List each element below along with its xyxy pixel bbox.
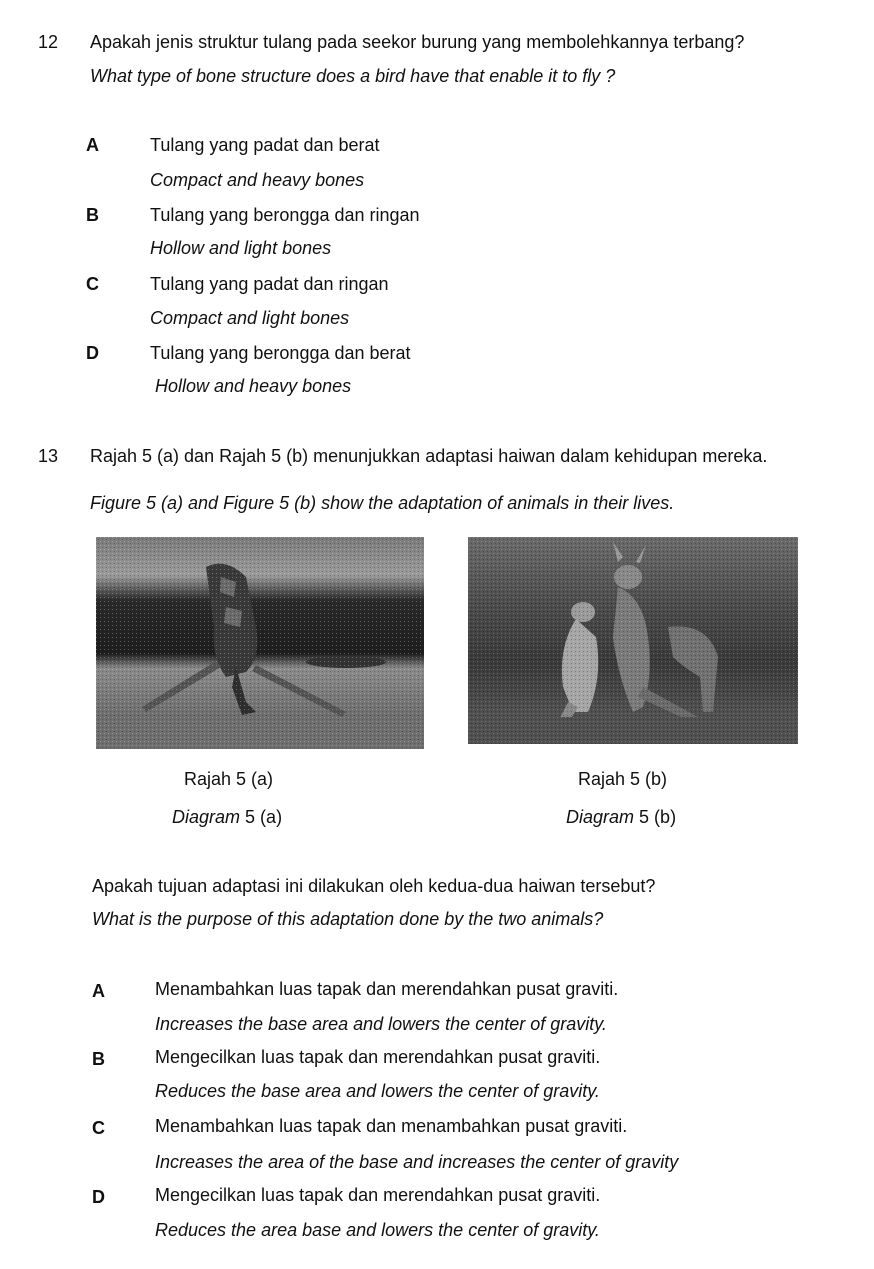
figure-5a-caption-en: Diagram 5 (a) (172, 807, 283, 827)
question-13-intro-en: Figure 5 (a) and Figure 5 (b) show the adaptation of animals in their lives. (90, 493, 675, 513)
option-text-en: Compact and light bones (150, 308, 350, 328)
figure-5b-caption-ms: Rajah 5 (b) (578, 769, 668, 789)
question-13-intro-ms: Rajah 5 (a) dan Rajah 5 (b) menunjukkan adaptasi haiwan dalam kehidupan mereka. (90, 446, 768, 466)
option-text-ms: Mengecilkan luas tapak dan merendahkan pusat graviti. (155, 1047, 601, 1067)
figure-5b-caption-en: Diagram 5 (b) (566, 807, 677, 827)
option-text-en: Hollow and light bones (150, 238, 332, 258)
option-text-en: Compact and heavy bones (150, 170, 365, 190)
option-text-ms: Tulang yang berongga dan ringan (150, 205, 420, 225)
option-text-en: Increases the base area and lowers the center of gravity. (155, 1014, 607, 1034)
giraffe-drinking-photo (96, 537, 424, 749)
option-letter: C (92, 1118, 105, 1138)
option-text-ms: Tulang yang padat dan ringan (150, 274, 389, 294)
option-letter: D (92, 1187, 105, 1207)
question-13-number: 13 (38, 446, 59, 466)
option-text-ms: Tulang yang berongga dan berat (150, 343, 411, 363)
option-text-en: Reduces the area base and lowers the center of gravity. (155, 1220, 600, 1240)
option-letter: B (92, 1049, 105, 1069)
question-12-number: 12 (38, 32, 59, 52)
option-letter: B (86, 205, 99, 225)
option-text-en: Reduces the base area and lowers the center of gravity. (155, 1081, 600, 1101)
question-12-text-en: What type of bone structure does a bird have that enable it to fly ? (90, 66, 616, 86)
option-letter: A (92, 981, 105, 1001)
option-letter: C (86, 274, 99, 294)
option-text-en: Increases the area of the base and increases the center of gravity (155, 1152, 679, 1172)
figure-5a-caption-ms: Rajah 5 (a) (184, 769, 274, 789)
question-12-text-ms: Apakah jenis struktur tulang pada seekor burung yang membolehkannya terbang? (90, 32, 745, 52)
question-13-text-en: What is the purpose of this adaptation done by the two animals? (92, 909, 604, 929)
option-letter: D (86, 343, 99, 363)
option-text-ms: Menambahkan luas tapak dan merendahkan pusat graviti. (155, 979, 619, 999)
option-text-ms: Tulang yang padat dan berat (150, 135, 380, 155)
question-13-text-ms: Apakah tujuan adaptasi ini dilakukan oleh kedua-dua haiwan tersebut? (92, 876, 656, 896)
option-text-ms: Mengecilkan luas tapak dan merendahkan pusat graviti. (155, 1185, 601, 1205)
kangaroos-photo (468, 537, 798, 744)
option-letter: A (86, 135, 99, 155)
option-text-ms: Menambahkan luas tapak dan menambahkan pusat graviti. (155, 1116, 628, 1136)
option-text-en: Hollow and heavy bones (155, 376, 352, 396)
